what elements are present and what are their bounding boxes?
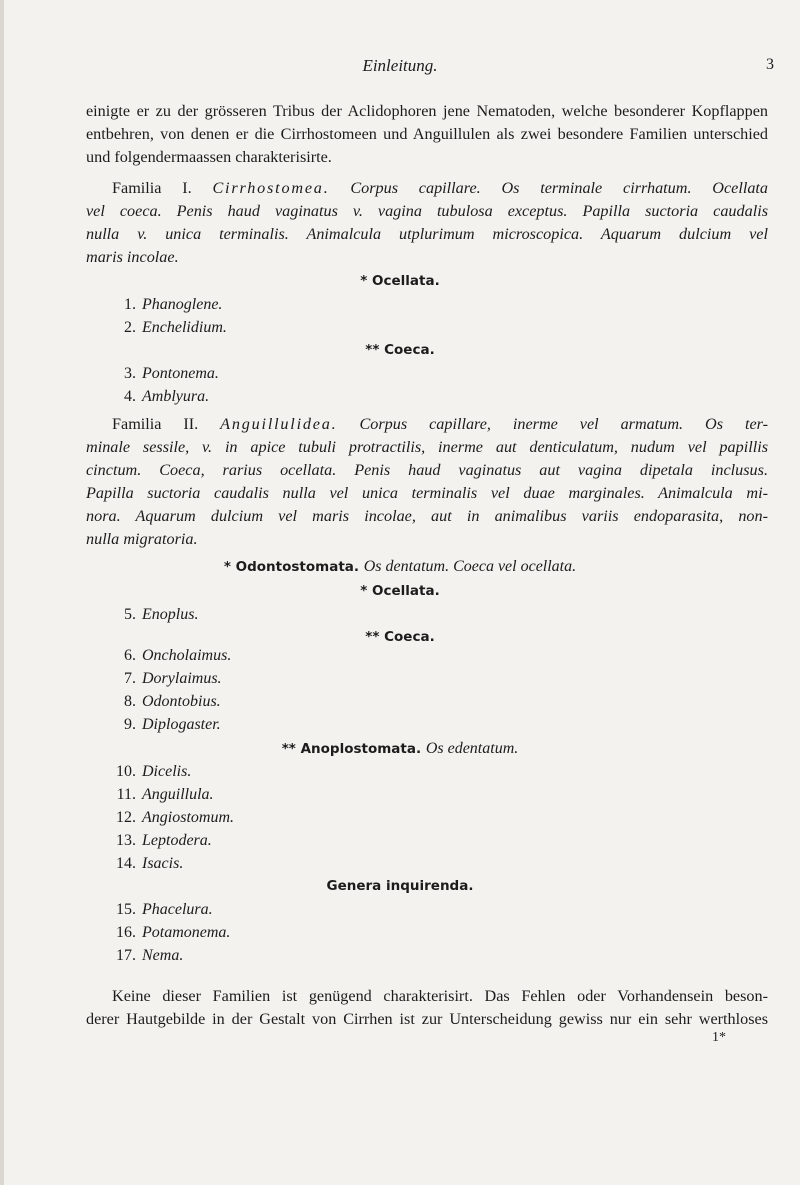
familia-1-line: nulla v. unica terminalis. Animalcula utplurimum microscopica. Aquarum dulcium vel: [86, 225, 768, 243]
genus-item: 16. Potamonema.: [116, 924, 231, 941]
familia-1-name: Cirrhostomea.: [212, 179, 330, 197]
intro-line: entbehren, von denen er die Cirrhostomeen und Anguillulen als zwei besondere Familien unterschied: [86, 125, 768, 143]
genus-item: 12. Angiostomum.: [116, 809, 234, 826]
familia-2-name: Anguillulidea.: [220, 415, 338, 433]
genus-item: 5. Enoplus.: [124, 606, 199, 623]
familia-1-line: vel coeca. Penis haud vaginatus v. vagina tubulosa exceptus. Papilla suctoria caudalis: [86, 202, 768, 220]
genus-item: 7. Dorylaimus.: [124, 670, 222, 687]
genus-item: 17. Nema.: [116, 947, 184, 964]
genus-item: 4. Amblyura.: [124, 388, 210, 405]
group-coeca-2: ** Coeca.: [365, 629, 435, 645]
familia-2-line: cinctum. Coeca, rarius ocellata. Penis haud vaginatus aut vagina dipetala inclusus.: [86, 461, 768, 479]
familia-2-line: minale sessile, v. in apice tubuli protractilis, inerme aut denticulatum, nudum vel papillis: [86, 438, 768, 456]
familia-1-line: maris incolae.: [86, 248, 179, 266]
familia-1-desc: Corpus capillare. Os terminale cirrhatum. Ocellata: [350, 179, 769, 197]
genus-item: 15. Phacelura.: [116, 901, 213, 918]
closing-paragraph: [86, 985, 768, 1031]
genus-item: 8. Odontobius.: [124, 693, 221, 710]
familia-2-line: [86, 413, 768, 436]
running-header-title: Einleitung.: [362, 56, 438, 75]
group-odontostomata: * Odontostomata. Os dentatum. Coeca vel ocellata.: [223, 558, 577, 575]
genus-item: 6. Oncholaimus.: [124, 647, 232, 664]
familia-1-line: [86, 177, 768, 200]
genus-item: 1. Phanoglene.: [124, 296, 223, 313]
closing-line: Keine dieser Familien ist genügend charakterisirt. Das Fehlen oder Vorhandensein beson-: [112, 987, 768, 1005]
signature-mark: 1*: [712, 1030, 726, 1045]
genus-item: 2. Enchelidium.: [124, 319, 227, 336]
familia-2-paragraph: [86, 413, 768, 551]
genus-item: 11. Anguillula.: [116, 786, 214, 803]
genus-item: 10. Dicelis.: [116, 763, 192, 780]
familia-1-label: Familia I.: [112, 179, 192, 197]
closing-line: derer Hautgebilde in der Gestalt von Cirrhen ist zur Unterscheidung gewiss nur ein sehr werthloses: [86, 1010, 768, 1028]
genus-item: 14. Isacis.: [116, 855, 184, 872]
genus-item: 3. Pontonema.: [124, 365, 219, 382]
familia-2-line: Papilla suctoria caudalis nulla vel unica terminalis vel duae marginales. Animalcula mi-: [86, 484, 768, 502]
familia-2-line: nora. Aquarum dulcium vel maris incolae, aut in animalibus variis endoparasita, non-: [86, 507, 768, 525]
genus-item: 13. Leptodera.: [116, 832, 212, 849]
familia-2-line: nulla migratoria.: [86, 530, 198, 548]
group-ocellata-2: * Ocellata.: [360, 583, 440, 599]
intro-paragraph: [86, 100, 768, 169]
genus-item: 9. Diplogaster.: [124, 716, 221, 733]
intro-line: und folgendermaassen charakterisirte.: [86, 148, 332, 166]
group-ocellata-1: * Ocellata.: [360, 273, 440, 289]
familia-2-label: Familia II.: [112, 415, 199, 433]
familia-1-paragraph: [86, 177, 768, 269]
group-coeca-1: ** Coeca.: [365, 342, 435, 358]
group-inquirenda: Genera inquirenda.: [326, 878, 474, 894]
page-number: 3: [766, 56, 774, 73]
intro-line: einigte er zu der grösseren Tribus der Aclidophoren jene Nematoden, welche besonderer Kopflappen: [86, 102, 768, 120]
familia-2-desc: Corpus capillare, inerme vel armatum. Os ter-: [359, 415, 768, 433]
group-anoplostomata: ** Anoplostomata. Os edentatum.: [281, 740, 519, 757]
